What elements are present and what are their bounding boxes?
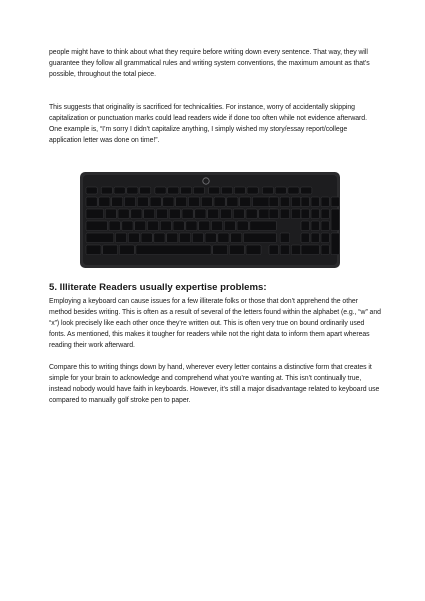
section-heading: 5. Illiterate Readers usually expertise problems:: [49, 282, 267, 293]
keyboard-key: [231, 233, 242, 243]
keyboard-key: [291, 245, 301, 255]
keyboard-key: [173, 221, 184, 231]
keyboard-key: [220, 209, 231, 219]
keyboard-key: [214, 197, 225, 207]
keyboard-key: [195, 209, 206, 219]
keyboard-key: [99, 197, 110, 207]
keyboard-key: [227, 197, 238, 207]
keyboard-key: [280, 233, 290, 243]
keyboard-key: [247, 187, 258, 194]
keyboard-key: [311, 197, 319, 207]
keyboard-key: [160, 221, 171, 231]
keyboard-key: [280, 197, 290, 207]
keyboard-key: [101, 187, 112, 194]
keyboard-key: [311, 209, 319, 219]
keyboard-key: [114, 187, 125, 194]
keyboard-key: [291, 197, 301, 207]
keyboard-key: [301, 233, 309, 243]
keyboard-image: [80, 172, 340, 268]
keyboard-key: [127, 187, 138, 194]
keyboard-key: [331, 209, 339, 231]
paragraph-intro-continuation: people might have to think about what they require before writing down every sentence. That way, they will guarantee they follow all grammatical rules and writing system conventions, the maximum amount as that’s possible, throughout the total piece.: [49, 49, 370, 78]
keyboard-key: [208, 209, 219, 219]
keyboard-key: [250, 221, 277, 231]
keyboard-key: [168, 187, 179, 194]
keyboard-key: [131, 209, 142, 219]
keyboard-key: [119, 245, 134, 255]
keyboard-key: [150, 197, 161, 207]
keyboard-key: [291, 209, 301, 219]
keyboard-key: [86, 197, 97, 207]
keyboard-key: [188, 197, 199, 207]
keyboard-key: [141, 233, 152, 243]
keyboard-key: [179, 233, 190, 243]
keyboard-illustration: [80, 172, 340, 268]
keyboard-key: [331, 197, 339, 207]
keyboard-key: [209, 187, 220, 194]
keyboard-key: [301, 221, 309, 231]
keyboard-key: [218, 233, 229, 243]
keyboard-key: [280, 245, 290, 255]
keyboard-key: [124, 197, 135, 207]
keyboard-key: [201, 197, 212, 207]
keyboard-key: [155, 187, 166, 194]
keyboard-key: [301, 187, 312, 194]
paragraph-illiterate-readers: Employing a keyboard can cause issues for a few illiterate folks or those that don’t apprehend the other method besides writing. This is often as a result of several of the letters found within the alphabet (e.g., “w” and “x”) look precisely like each other once they’re written out. This is often very true on bound ordinarily used fonts. As mentioned, this makes it tougher for readers while not the right data to inform them apart whereas reading their work afterward.: [49, 298, 381, 349]
keyboard-key: [144, 209, 155, 219]
keyboard-key: [301, 209, 309, 219]
keyboard-key: [193, 187, 204, 194]
keyboard-key: [156, 209, 167, 219]
keyboard-key: [243, 233, 276, 243]
keyboard-key: [288, 187, 299, 194]
keyboard-key: [237, 221, 248, 231]
keyboard-key: [136, 245, 211, 255]
keyboard-key: [321, 221, 329, 231]
keyboard-key: [86, 233, 114, 243]
keyboard-key: [269, 245, 279, 255]
keyboard-key: [301, 245, 319, 255]
keyboard-key: [192, 233, 203, 243]
keyboard-key: [186, 221, 197, 231]
keyboard-key: [167, 233, 178, 243]
keyboard-key: [181, 187, 192, 194]
keyboard-key: [109, 221, 120, 231]
keyboard-key: [128, 233, 139, 243]
keyboard-key: [269, 209, 279, 219]
keyboard-key: [199, 221, 210, 231]
keyboard-key: [211, 221, 222, 231]
keyboard-key: [163, 197, 174, 207]
keyboard-key: [147, 221, 158, 231]
keyboard-key: [86, 209, 104, 219]
keyboard-key: [118, 209, 129, 219]
keyboard-key: [321, 245, 329, 255]
keyboard-key: [137, 197, 148, 207]
keyboard-key: [240, 197, 251, 207]
keyboard-key: [169, 209, 180, 219]
keyboard-key: [112, 197, 123, 207]
keyboard-key: [213, 245, 228, 255]
keyboard-key: [86, 245, 101, 255]
keyboard-key: [229, 245, 244, 255]
keyboard-key: [280, 209, 290, 219]
keyboard-key: [262, 187, 273, 194]
keyboard-key: [311, 233, 319, 243]
keyboard-key: [246, 209, 257, 219]
keyboard-key: [182, 209, 193, 219]
keyboard-key: [321, 233, 329, 243]
keyboard-key: [115, 233, 126, 243]
keyboard-key: [301, 197, 309, 207]
keyboard-key: [224, 221, 235, 231]
keyboard-key: [331, 233, 339, 255]
paragraph-originality: This suggests that originality is sacrificed for technicalities. For instance, worry of accidentally skipping capitalization or punctuation marks could lead readers wide if done too often while not evidence afterward. One example is, “I’m sorry I didn’t capitalize anything, I simply wished my story/essay report/college application letter was done on time!”.: [49, 104, 367, 144]
paragraph-handwriting-comparison: Compare this to writing things down by hand, wherever every letter contains a distinctive form that creates it simple for your brain to acknowledge and comprehend what you’re wanting at. This isn’t continually true, instead nobody would have faith in keyboards. However, it’s still a major disadvantage related to keyboard use compared to manually golf stroke pen to paper.: [49, 364, 380, 404]
keyboard-key: [221, 187, 232, 194]
keyboard-key: [86, 221, 107, 231]
keyboard-key: [140, 187, 151, 194]
keyboard-key: [234, 187, 245, 194]
keyboard-key: [86, 187, 97, 194]
keyboard-key: [176, 197, 187, 207]
keyboard-key: [122, 221, 133, 231]
keyboard-key: [233, 209, 244, 219]
keyboard-key: [246, 245, 261, 255]
keyboard-key: [321, 197, 329, 207]
keyboard-key: [205, 233, 216, 243]
keyboard-key: [154, 233, 165, 243]
keyboard-key: [275, 187, 286, 194]
keyboard-key: [269, 197, 279, 207]
keyboard-key: [103, 245, 118, 255]
keyboard-key: [105, 209, 116, 219]
keyboard-key: [321, 209, 329, 219]
keyboard-key: [135, 221, 146, 231]
keyboard-key: [311, 221, 319, 231]
